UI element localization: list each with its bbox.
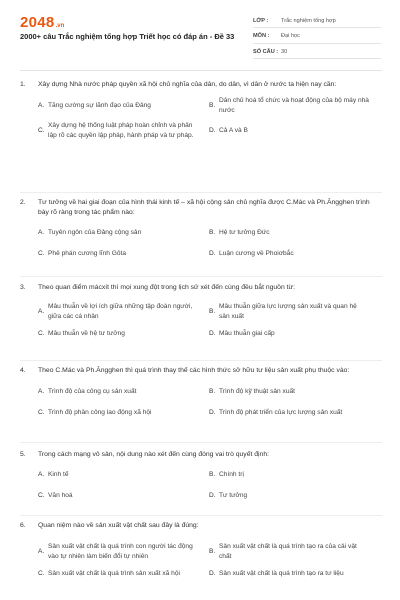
option-a[interactable] (38, 542, 209, 561)
question-stem (20, 450, 380, 460)
answer-options (20, 96, 380, 140)
option-text: Tuyên ngôn của Đảng cộng sản (48, 229, 142, 236)
option-row (38, 302, 380, 321)
option-row (38, 121, 380, 140)
option-row (38, 470, 380, 480)
question-number: 5. (20, 451, 26, 458)
question-divider (20, 276, 382, 277)
option-text: Dân chủ hoá tổ chức và hoạt động của bộ máy nhà nước (219, 97, 369, 114)
option-row (38, 228, 380, 238)
meta-row-question-count (253, 45, 381, 59)
option-d[interactable] (209, 491, 380, 501)
meta-value: Đại học (281, 33, 300, 39)
option-b[interactable] (209, 96, 380, 115)
question-stem (20, 366, 380, 376)
answer-options (20, 470, 380, 500)
meta-label: MÔN : (253, 33, 270, 39)
option-d[interactable] (209, 569, 380, 579)
option-d[interactable] (209, 249, 380, 259)
option-text: Trình độ phân công lao động xã hội (48, 408, 152, 416)
question-1 (20, 80, 380, 146)
answer-options (20, 387, 380, 417)
option-text: Luận cương về Phoiơbắc (219, 249, 294, 257)
option-text: Sản xuất vật chất là quá trình tạo ra của cải vật chất (219, 543, 357, 560)
option-c[interactable] (38, 408, 209, 418)
meta-label: SỐ CÂU : (253, 48, 279, 55)
option-text: Trình độ kỹ thuật sản xuất (219, 388, 295, 395)
meta-label: LỚP : (253, 17, 269, 24)
answer-options (20, 542, 380, 579)
option-c[interactable] (38, 329, 209, 339)
option-b[interactable] (209, 470, 380, 480)
option-text: Sản xuất vật chất là quá trình tạo ra tư liệu (219, 570, 344, 577)
header-divider (20, 70, 382, 71)
question-6 (20, 521, 380, 585)
page-header (0, 0, 400, 62)
option-row (38, 491, 380, 501)
option-letter: C. (38, 491, 45, 499)
logo-main-text: 2048 (20, 14, 55, 31)
answer-options (20, 302, 380, 339)
option-text: Cả A và B (219, 126, 248, 134)
document-title: 2000+ câu Trắc nghiệm tổng hợp Triết học có đáp án - Đề 33 (20, 32, 235, 41)
question-divider (20, 192, 382, 193)
option-letter: C. (38, 570, 45, 577)
option-d[interactable] (209, 329, 380, 339)
option-letter: D. (209, 126, 216, 134)
question-divider (20, 360, 382, 361)
answer-options (20, 228, 380, 258)
option-text: Tăng cường sự lãnh đạo của Đảng (48, 101, 151, 109)
logo-sub-text: .vn (55, 23, 65, 29)
option-b[interactable] (209, 302, 380, 321)
option-letter: D. (209, 570, 216, 577)
option-b[interactable] (209, 387, 380, 397)
option-letter: B. (209, 229, 216, 236)
option-letter: A. (38, 307, 45, 315)
meta-value: 30 (281, 48, 288, 55)
question-stem (20, 80, 380, 90)
option-letter: A. (38, 388, 45, 395)
question-2 (20, 198, 380, 264)
question-text: Trong cách mạng vô sản, nội dung nào xét đến cùng đóng vai trò quyết định: (38, 451, 269, 458)
question-text: Xây dựng Nhà nước pháp quyền xã hội chủ nghĩa của dân, do dân, vì dân ở nước ta hiện nay cần: (38, 81, 337, 88)
option-a[interactable] (38, 387, 209, 397)
option-a[interactable] (38, 302, 209, 321)
option-d[interactable] (209, 408, 380, 418)
option-row (38, 387, 380, 397)
option-letter: B. (209, 388, 216, 395)
question-text: Theo quan điểm mácxít thì mọi xung đột trong lịch sử xét đến cùng đều bắt nguồn từ: (38, 284, 295, 291)
option-letter: A. (38, 547, 45, 555)
option-text: Kinh tế (48, 471, 69, 478)
question-stem (20, 521, 380, 531)
option-text: Văn hoá (48, 491, 73, 499)
question-number: 1. (20, 81, 26, 88)
meta-row-class (253, 14, 381, 28)
option-b[interactable] (209, 228, 380, 238)
option-text: Sản xuất vật chất là quá trình con người tác động vào tự nhiên làm biến đổi tự nhiên (48, 543, 193, 560)
question-divider (20, 515, 382, 516)
question-stem (20, 198, 380, 218)
option-c[interactable] (38, 249, 209, 259)
option-letter: C. (38, 126, 45, 134)
option-text: Xây dựng hệ thống luật pháp hoàn chỉnh và phân lập rõ các quyền lập pháp, hành pháp và tư pháp. (48, 122, 194, 139)
question-text: Quan niệm nào về sản xuất vật chất sau đây là đúng: (38, 522, 199, 529)
option-text: Mâu thuẫn về lợi ích giữa những tập đoàn người, giữa các cá nhân (48, 303, 193, 320)
question-5 (20, 450, 380, 506)
question-stem (20, 283, 380, 293)
option-text: Tư tưởng (219, 491, 248, 499)
option-c[interactable] (38, 491, 209, 501)
option-text: Trình độ của công cụ sản xuất (48, 388, 137, 395)
option-letter: C. (38, 408, 45, 416)
option-text: Chính trị (219, 471, 244, 478)
question-number: 4. (20, 367, 26, 374)
question-text: Tư tưởng về hai giai đoạn của hình thái kinh tế – xã hội cộng sản chủ nghĩa được C.Mác và Ph.Ăngghen trình bày rõ ràng trong tác phẩm nào: (38, 199, 370, 216)
option-letter: A. (38, 101, 45, 109)
option-row (38, 408, 380, 418)
option-text: Trình độ phát triển của lực lượng sản xuất (219, 408, 343, 416)
option-row (38, 96, 380, 115)
option-letter: D. (209, 330, 216, 337)
question-number: 6. (20, 522, 26, 529)
question-number: 3. (20, 284, 26, 291)
question-3 (20, 283, 380, 345)
option-c[interactable] (38, 569, 209, 579)
site-logo[interactable] (20, 14, 64, 31)
option-a[interactable] (38, 101, 209, 111)
option-letter: B. (209, 471, 216, 478)
option-row (38, 249, 380, 259)
option-letter: B. (209, 547, 216, 555)
option-letter: C. (38, 330, 45, 337)
question-4 (20, 366, 380, 423)
option-letter: B. (209, 307, 216, 315)
option-letter: C. (38, 249, 45, 257)
option-letter: D. (209, 491, 216, 499)
option-d[interactable] (209, 126, 380, 136)
option-text: Mâu thuẫn giữa lực lượng sản xuất và quan hệ sản xuất (219, 303, 357, 320)
option-letter: B. (209, 101, 216, 109)
option-text: Sản xuất vật chất là quá trình sản xuất xã hội (48, 570, 180, 577)
option-row (38, 569, 380, 579)
option-b[interactable] (209, 542, 380, 561)
option-a[interactable] (38, 228, 209, 238)
option-text: Mâu thuẫn giai cấp (219, 330, 275, 337)
option-letter: A. (38, 229, 45, 236)
question-number: 2. (20, 199, 26, 206)
exam-meta (253, 14, 381, 61)
question-text: Theo C.Mác và Ph.Ăngghen thì quá trình thay thế các hình thức sở hữu tư liệu sản xuất phụ thuộc vào: (38, 367, 350, 374)
meta-row-subject (253, 30, 381, 44)
option-row (38, 542, 380, 561)
option-letter: A. (38, 471, 45, 478)
option-letter: D. (209, 408, 216, 416)
meta-value: Trắc nghiệm tổng hợp (281, 17, 336, 24)
option-text: Phê phán cương lĩnh Gôta (48, 249, 127, 257)
question-divider (20, 442, 382, 443)
option-c[interactable] (38, 121, 209, 140)
option-letter: D. (209, 249, 216, 257)
option-a[interactable] (38, 470, 209, 480)
option-text: Mâu thuẫn về hệ tư tưởng (48, 330, 125, 337)
option-row (38, 329, 380, 339)
option-text: Hệ tư tưởng Đức (219, 229, 270, 236)
